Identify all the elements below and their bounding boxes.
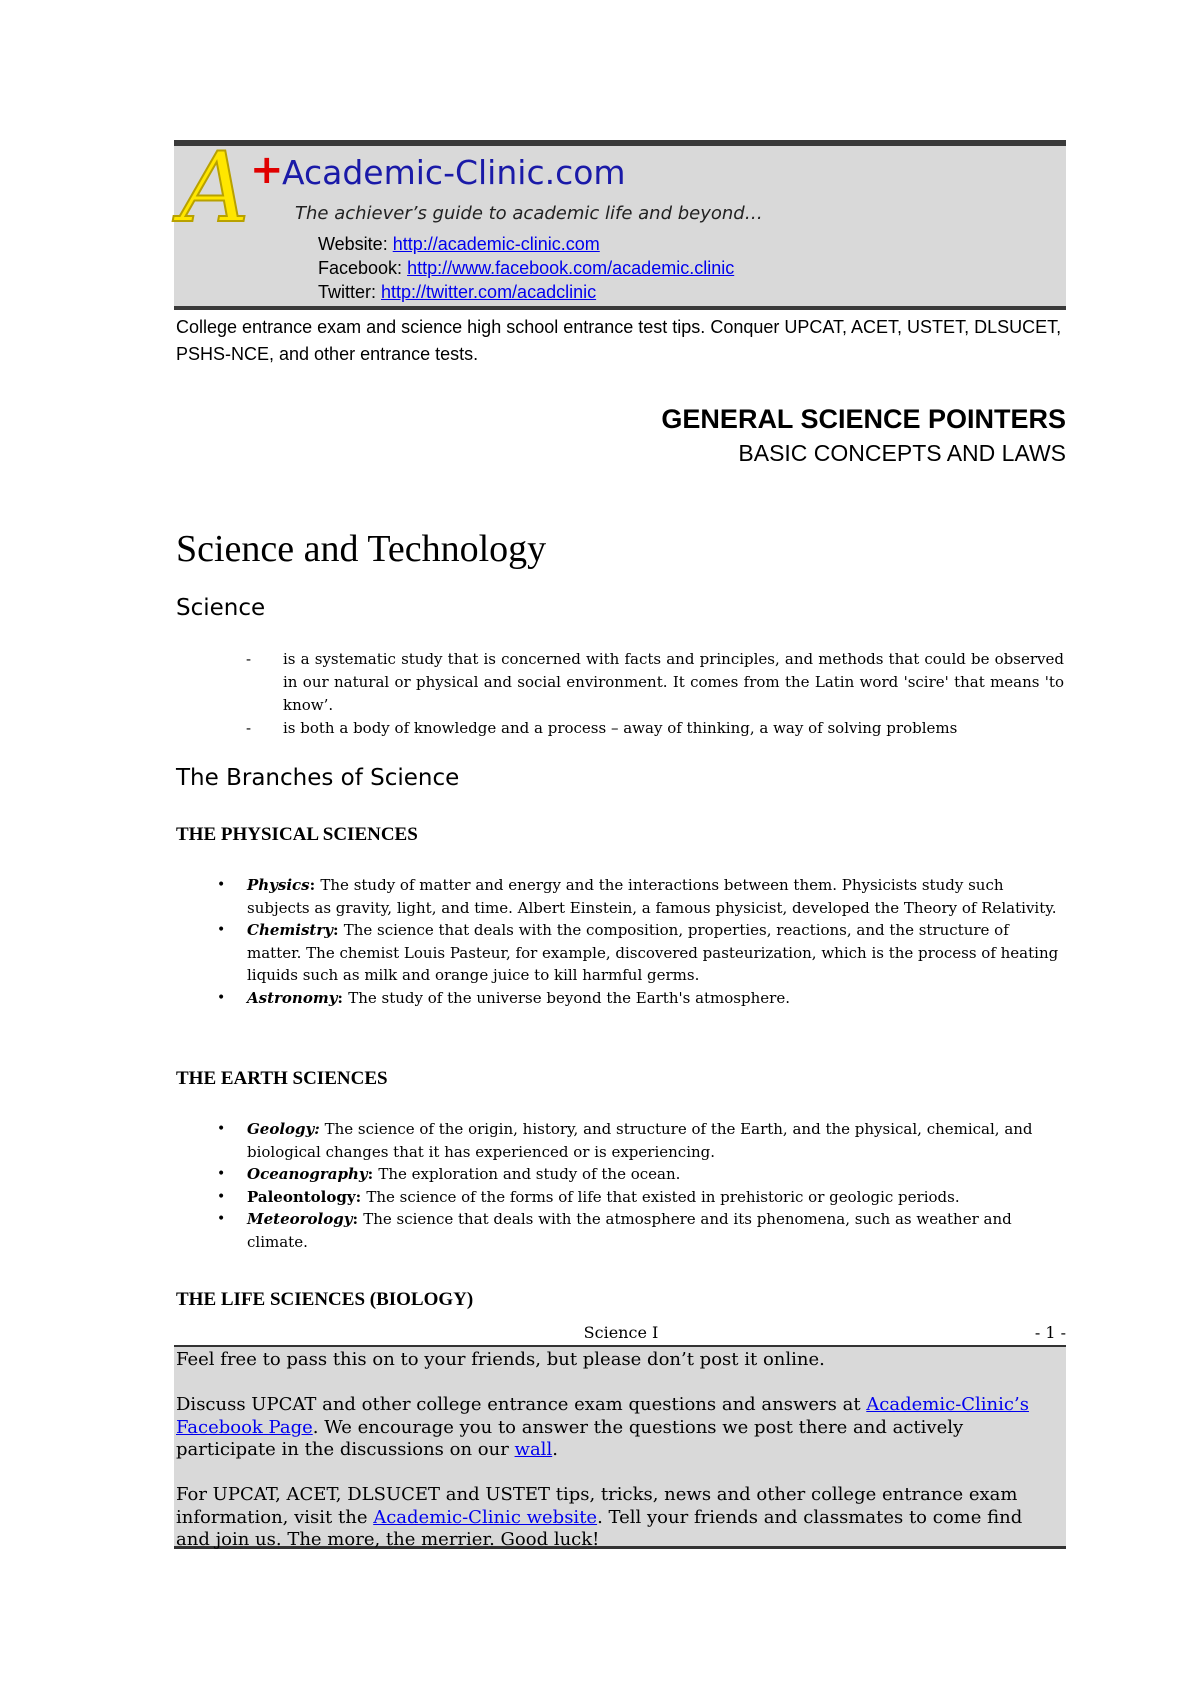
earth-sciences-heading: THE EARTH SCIENCES (176, 1068, 388, 1089)
list-item: - is a systematic study that is concerned with facts and principles, and methods that could be observed in our natural or physical and social environment. It comes from the Latin word 'scire' that means 'to know’. (246, 650, 1064, 714)
dash-marker: - (246, 650, 252, 668)
bullet-icon: • (217, 1121, 226, 1137)
facebook-label: Facebook: (318, 258, 408, 278)
website-label: Website: (318, 234, 393, 254)
list-item: • Meteorology: The science that deals with the atmosphere and its phenomena, such as weather and climate. (217, 1210, 1012, 1251)
bullet-icon: • (217, 1211, 226, 1227)
twitter-link[interactable]: http://twitter.com/acadclinic (381, 282, 597, 302)
list-item: • Physics: The study of matter and energy and the interactions between them. Physicists study such subjects as gravity, light, and time. Albert Einstein, a famous physicist, developed the Theory of Relativity. (217, 876, 1057, 917)
header-bottom-rule (174, 306, 1066, 310)
list-item: • Paleontology: The science of the forms of life that existed in prehistoric or geologic periods. (213, 1186, 1063, 1209)
physical-sciences-list (213, 874, 1063, 1009)
page-title: GENERAL SCIENCE POINTERS (661, 404, 1066, 434)
branches-heading: The Branches of Science (176, 765, 460, 791)
page-footer-line (176, 1322, 1066, 1344)
page-subtitle: BASIC CONCEPTS AND LAWS (738, 440, 1066, 466)
list-item: • Geology: The science of the origin, history, and structure of the Earth, and the physical, chemical, and biological changes that it has experienced or is experiencing. (217, 1120, 1033, 1161)
twitter-line (318, 281, 596, 303)
intro-paragraph: College entrance exam and science high school entrance test tips. Conquer UPCAT, ACET, USTET, DLSUCET, PSHS-NCE, and other entrance tests. (176, 317, 1062, 364)
footer-visit-paragraph: For UPCAT, ACET, DLSUCET and USTET tips, tricks, news and other college entrance exam information, visit the Academic-Clinic website. Tell your friends and classmates to come find and join us. The more, the merrier. Good luck! (176, 1484, 1023, 1550)
footer-discuss-paragraph: Discuss UPCAT and other college entrance exam questions and answers at Academic-Clinic’s Facebook Page. We encourage you to answer the questions we post there and actively participate in the discussions on our wall. (176, 1394, 1029, 1460)
twitter-label: Twitter: (318, 282, 382, 302)
bullet-icon: • (217, 922, 226, 938)
life-sciences-heading: THE LIFE SCIENCES (BIOLOGY) (176, 1289, 474, 1310)
footer-doc-name: Science I (583, 1323, 659, 1342)
bullet-icon: • (217, 989, 226, 1006)
wall-link[interactable]: wall (514, 1439, 553, 1460)
facebook-line (318, 257, 734, 279)
list-item: • Chemistry: The science that deals with the composition, properties, reactions, and the structure of matter. The chemist Louis Pasteur, for example, discovered pasteurization, which is the process of heating liquids such as milk and orange juice to kill harmful germs. (217, 921, 1059, 984)
science-definition-list (246, 648, 1064, 740)
facebook-link[interactable]: http://www.facebook.com/academic.clinic (407, 258, 735, 278)
dash-marker: - (246, 719, 252, 737)
page-number: - 1 - (1034, 1323, 1066, 1342)
list-item: • Astronomy: The study of the universe beyond the Earth's atmosphere. (213, 987, 1063, 1010)
physical-sciences-heading: THE PHYSICAL SCIENCES (176, 824, 418, 845)
tagline: The achiever’s guide to academic life and beyond… (295, 203, 763, 224)
bullet-icon: • (217, 1188, 226, 1205)
science-heading: Science (176, 595, 266, 621)
logo-plus-icon: + (250, 147, 284, 193)
section-heading: Science and Technology (176, 528, 547, 570)
list-item: - is both a body of knowledge and a process – away of thinking, a way of solving problems (246, 717, 1064, 740)
website-footer-link[interactable]: Academic-Clinic website (373, 1506, 598, 1528)
earth-sciences-list (213, 1118, 1063, 1253)
website-link[interactable]: http://academic-clinic.com (392, 234, 600, 254)
brand-name: Academic-Clinic.com (282, 153, 626, 192)
logo-letter: A (180, 132, 250, 244)
facebook-page-link[interactable]: Academic-Clinic’s Facebook Page (176, 1394, 1029, 1438)
website-line (318, 233, 600, 255)
list-item: • Oceanography: The exploration and study of the ocean. (213, 1163, 1063, 1186)
footer-note: Feel free to pass this on to your friends, but please don’t post it online. (176, 1349, 825, 1370)
bullet-icon: • (217, 1166, 226, 1182)
bullet-icon: • (217, 877, 226, 893)
